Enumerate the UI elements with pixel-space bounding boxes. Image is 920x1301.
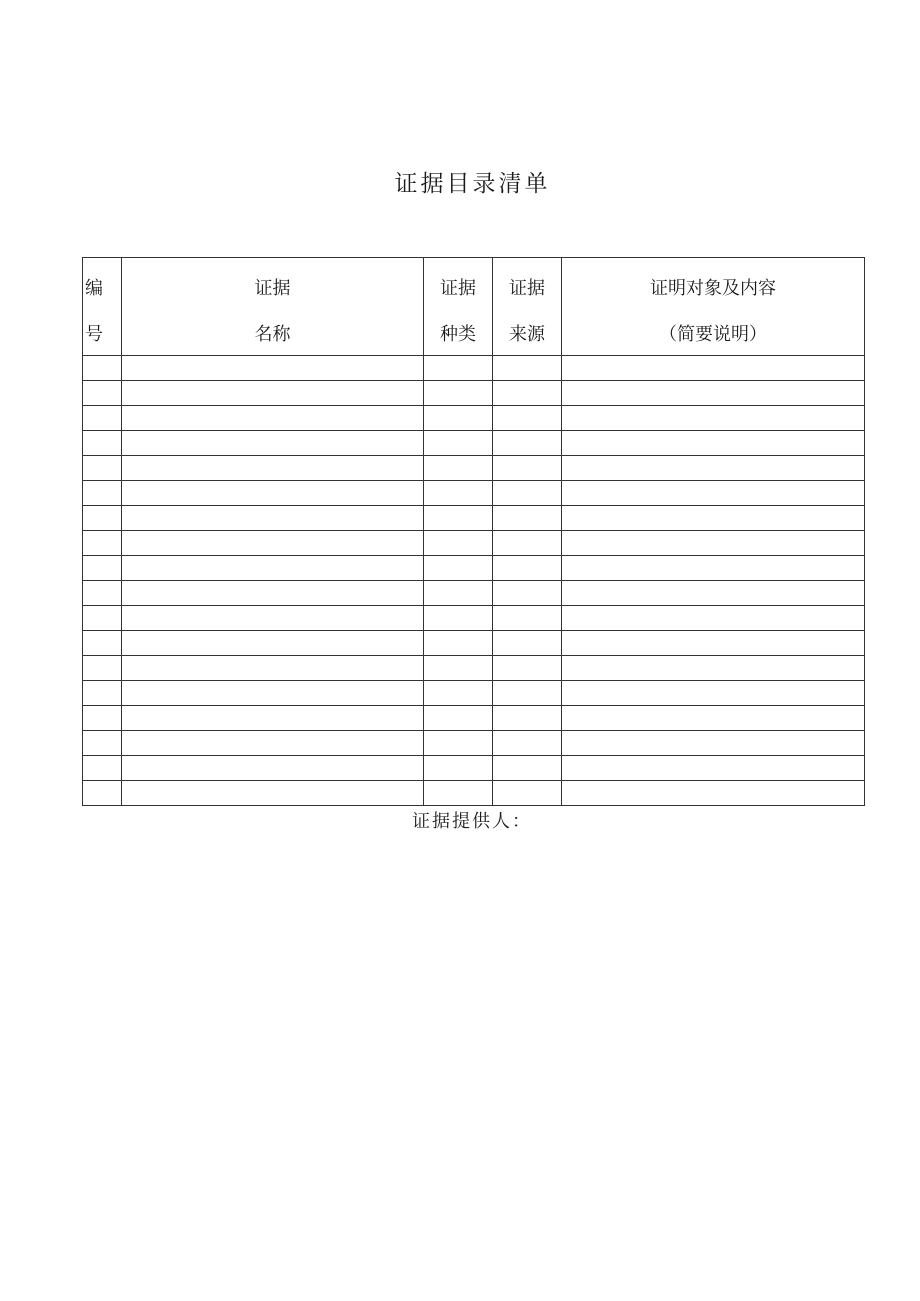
evidence-type-cell[interactable]	[424, 631, 493, 656]
evidence-source-cell[interactable]	[493, 581, 562, 606]
number-cell[interactable]	[83, 356, 122, 381]
evidence-table-body	[83, 356, 865, 806]
evidence-name-cell[interactable]	[122, 381, 424, 406]
table-row	[83, 606, 865, 631]
proof-content-cell[interactable]	[562, 356, 865, 381]
proof-content-cell[interactable]	[562, 581, 865, 606]
proof-content-cell[interactable]	[562, 556, 865, 581]
evidence-source-cell[interactable]	[493, 731, 562, 756]
evidence-name-cell[interactable]	[122, 406, 424, 431]
evidence-source-cell[interactable]	[493, 706, 562, 731]
evidence-source-cell[interactable]	[493, 506, 562, 531]
table-row	[83, 706, 865, 731]
number-cell[interactable]	[83, 631, 122, 656]
number-cell[interactable]	[83, 556, 122, 581]
proof-content-cell[interactable]	[562, 406, 865, 431]
table-row	[83, 481, 865, 506]
proof-content-cell[interactable]	[562, 531, 865, 556]
number-cell[interactable]	[83, 506, 122, 531]
evidence-type-cell[interactable]	[424, 506, 493, 531]
document-title: 证据目录清单	[394, 171, 551, 197]
proof-content-cell[interactable]	[562, 631, 865, 656]
evidence-source-cell[interactable]	[493, 656, 562, 681]
evidence-type-cell[interactable]	[424, 731, 493, 756]
number-cell[interactable]	[83, 431, 122, 456]
evidence-source-cell[interactable]	[493, 756, 562, 781]
proof-content-cell[interactable]	[562, 431, 865, 456]
table-row	[83, 531, 865, 556]
header-proof-content	[562, 258, 865, 356]
evidence-type-cell[interactable]	[424, 781, 493, 806]
proof-content-cell[interactable]	[562, 656, 865, 681]
table-row	[83, 681, 865, 706]
evidence-name-cell[interactable]	[122, 656, 424, 681]
evidence-source-cell[interactable]	[493, 381, 562, 406]
evidence-name-cell[interactable]	[122, 681, 424, 706]
header-number-line2: 号	[85, 323, 103, 345]
header-evidence-type	[424, 258, 493, 356]
number-cell[interactable]	[83, 481, 122, 506]
evidence-type-cell[interactable]	[424, 606, 493, 631]
header-number	[83, 258, 122, 356]
number-cell[interactable]	[83, 781, 122, 806]
evidence-type-cell[interactable]	[424, 681, 493, 706]
number-cell[interactable]	[83, 456, 122, 481]
table-row	[83, 431, 865, 456]
header-evidence-type-line2: 种类	[440, 323, 476, 345]
header-number-line1: 编	[85, 277, 103, 299]
evidence-name-cell[interactable]	[122, 481, 424, 506]
number-cell[interactable]	[83, 706, 122, 731]
number-cell[interactable]	[83, 656, 122, 681]
evidence-name-cell[interactable]	[122, 581, 424, 606]
evidence-source-cell[interactable]	[493, 631, 562, 656]
header-evidence-source-line2: 来源	[509, 323, 545, 345]
evidence-name-cell[interactable]	[122, 456, 424, 481]
number-cell[interactable]	[83, 681, 122, 706]
number-cell[interactable]	[83, 756, 122, 781]
table-row	[83, 656, 865, 681]
proof-content-cell[interactable]	[562, 756, 865, 781]
evidence-name-cell[interactable]	[122, 531, 424, 556]
evidence-type-cell[interactable]	[424, 381, 493, 406]
evidence-type-cell[interactable]	[424, 406, 493, 431]
evidence-source-cell[interactable]	[493, 606, 562, 631]
evidence-type-cell[interactable]	[424, 481, 493, 506]
header-evidence-type-line1: 证据	[440, 277, 476, 299]
evidence-source-cell[interactable]	[493, 456, 562, 481]
evidence-type-cell[interactable]	[424, 456, 493, 481]
table-header-row	[83, 258, 865, 356]
header-evidence-source-line1: 证据	[509, 277, 545, 299]
table-row	[83, 406, 865, 431]
evidence-name-cell[interactable]	[122, 756, 424, 781]
proof-content-cell[interactable]	[562, 781, 865, 806]
evidence-name-cell[interactable]	[122, 631, 424, 656]
header-evidence-source	[493, 258, 562, 356]
evidence-name-cell[interactable]	[122, 731, 424, 756]
evidence-source-cell[interactable]	[493, 681, 562, 706]
evidence-name-cell[interactable]	[122, 606, 424, 631]
evidence-type-cell[interactable]	[424, 531, 493, 556]
proof-content-cell[interactable]	[562, 481, 865, 506]
table-row	[83, 731, 865, 756]
evidence-source-cell[interactable]	[493, 781, 562, 806]
evidence-source-cell[interactable]	[493, 406, 562, 431]
evidence-source-cell[interactable]	[493, 481, 562, 506]
table-row	[83, 356, 865, 381]
evidence-name-cell[interactable]	[122, 556, 424, 581]
evidence-name-cell[interactable]	[122, 706, 424, 731]
evidence-type-cell[interactable]	[424, 356, 493, 381]
evidence-source-cell[interactable]	[493, 531, 562, 556]
evidence-type-cell[interactable]	[424, 581, 493, 606]
evidence-type-cell[interactable]	[424, 556, 493, 581]
evidence-type-cell[interactable]	[424, 656, 493, 681]
evidence-source-cell[interactable]	[493, 556, 562, 581]
proof-content-cell[interactable]	[562, 681, 865, 706]
proof-content-cell[interactable]	[562, 456, 865, 481]
number-cell[interactable]	[83, 381, 122, 406]
proof-content-cell[interactable]	[562, 506, 865, 531]
evidence-type-cell[interactable]	[424, 706, 493, 731]
evidence-provider-label: 证据提供人：	[412, 811, 532, 832]
table-row	[83, 756, 865, 781]
number-cell[interactable]	[83, 581, 122, 606]
evidence-type-cell[interactable]	[424, 431, 493, 456]
number-cell[interactable]	[83, 731, 122, 756]
header-proof-content-line2: （简要说明）	[659, 323, 767, 345]
evidence-name-cell[interactable]	[122, 781, 424, 806]
evidence-table	[82, 257, 865, 806]
table-row	[83, 581, 865, 606]
table-row	[83, 631, 865, 656]
header-evidence-name-line2: 名称	[254, 323, 291, 345]
proof-content-cell[interactable]	[562, 706, 865, 731]
proof-content-cell[interactable]	[562, 731, 865, 756]
table-row	[83, 456, 865, 481]
table-row	[83, 506, 865, 531]
number-cell[interactable]	[83, 606, 122, 631]
proof-content-cell[interactable]	[562, 606, 865, 631]
number-cell[interactable]	[83, 406, 122, 431]
number-cell[interactable]	[83, 531, 122, 556]
evidence-type-cell[interactable]	[424, 756, 493, 781]
evidence-name-cell[interactable]	[122, 431, 424, 456]
header-evidence-name-line1: 证据	[254, 277, 291, 299]
header-proof-content-line1: 证明对象及内容	[650, 277, 776, 299]
evidence-source-cell[interactable]	[493, 356, 562, 381]
header-evidence-name	[122, 258, 424, 356]
proof-content-cell[interactable]	[562, 381, 865, 406]
table-row	[83, 381, 865, 406]
table-row	[83, 556, 865, 581]
evidence-name-cell[interactable]	[122, 506, 424, 531]
evidence-name-cell[interactable]	[122, 356, 424, 381]
table-row	[83, 781, 865, 806]
evidence-source-cell[interactable]	[493, 431, 562, 456]
